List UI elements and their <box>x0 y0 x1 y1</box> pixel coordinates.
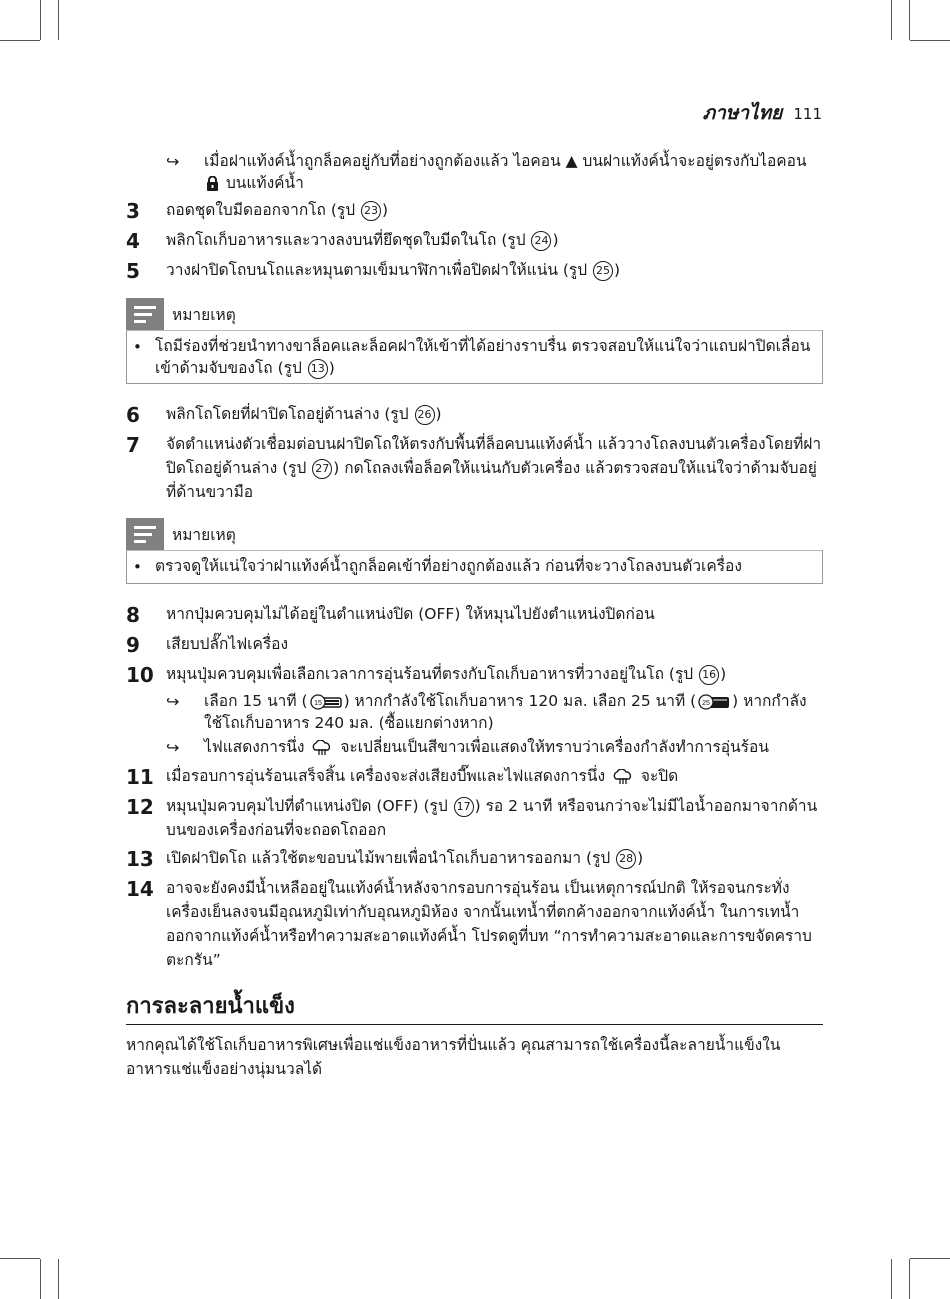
figure-ref: 26 <box>415 405 435 425</box>
crop-mark <box>910 1258 950 1259</box>
step-item: 6 พลิกโถโดยที่ฝาปิดโถอยู่ด้านล่าง (รูป 26 ) <box>126 403 442 427</box>
step-number: 10 <box>126 663 154 687</box>
note-box <box>126 298 823 384</box>
crop-mark <box>40 0 41 40</box>
section-heading: การละลายน้ำแข็ง <box>126 992 823 1025</box>
step-item: 11 เมื่อรอบการอุ่นร้อนเสร็จสิ้น เครื่องจะส่งเสียงบี๊พและไฟแสดงการนึ่ง จะปิด <box>126 765 679 789</box>
steam-icon <box>311 740 333 756</box>
figure-ref: 25 <box>593 261 613 281</box>
step-number: 5 <box>126 259 140 283</box>
arrow-result-icon: ↪ <box>166 738 180 757</box>
step-number: 6 <box>126 403 140 427</box>
step-number: 7 <box>126 433 140 457</box>
bullet: • <box>133 338 142 356</box>
step-item: 7 จัดตำแหน่งตัวเชื่อมต่อบนฝาปิดโถให้ตรงกับพื้นที่ล็อคบนแท้งค์น้ำ แล้ววางโถลงบนตัวเครื่องโดยที่ฝาปิดโถอยู่ด้านล่าง (รูป 27 ) กดโถลงเพื่อล็อคให้แน่นกับตัวเครื่อง แล้วตรวจสอบให้แน่ใจว่าด้ามจับอยู่ที่ด้านขวามือ <box>126 433 822 501</box>
timer-15-icon <box>310 694 342 710</box>
step-item: 13 เปิดฝาปิดโถ แล้วใช้ตะขอบนไม้พายเพื่อนำโถเก็บอาหารออกมา (รูป 28 ) <box>126 847 644 871</box>
crop-mark <box>0 1258 40 1259</box>
lock-icon <box>206 176 219 191</box>
page-number: 111 <box>793 105 822 123</box>
step-item: 9 เสียบปลั๊กไฟเครื่อง <box>126 633 289 657</box>
step-item: 3 ถอดชุดใบมีดออกจากโถ (รูป 23 ) <box>126 199 389 223</box>
section-paragraph: หากคุณได้ใช้โถเก็บอาหารพิเศษเพื่อแช่แข็งอาหารที่ปั่นแล้ว คุณสามารถใช้เครื่องนี้ละลายน้ำแข็งในอาหารแช่แข็งอย่างนุ่มนวลได้ <box>126 1036 781 1078</box>
figure-ref: 13 <box>308 359 328 379</box>
figure-ref: 16 <box>699 665 719 685</box>
note-text: ตรวจดูให้แน่ใจว่าฝาแท้งค์น้ำถูกล็อคเข้าที่อย่างถูกต้องแล้ว ก่อนที่จะวางโถลงบนตัวเครื่อง <box>155 557 742 575</box>
result-line: ↪ เลือก 15 นาที ( 15 ) หากกำลังใช้โถเก็บอาหาร 120 มล. เลือก 25 นาที ( 25 ) หากกำลังใช้โถเก็บอาหาร 240 มล. (ซื้อแยกต่างหาก) <box>166 692 807 732</box>
note-icon <box>126 298 164 330</box>
svg-text:25: 25 <box>702 699 711 707</box>
triangle-icon: ▲ <box>565 152 578 170</box>
result-line: ↪ เมื่อฝาแท้งค์น้ำถูกล็อคอยู่กับที่อย่างถูกต้องแล้ว ไอคอน ▲ บนฝาแท้งค์น้ำจะอยู่ตรงกับไอคอน บนแท้งค์น้ำ <box>166 152 807 192</box>
step-number: 3 <box>126 199 140 223</box>
crop-mark <box>0 40 40 41</box>
page-header <box>703 98 822 128</box>
crop-mark <box>909 1259 910 1299</box>
step-item: 4 พลิกโถเก็บอาหารและวางลงบนที่ยึดชุดใบมีดในโถ (รูป 24 ) <box>126 229 559 253</box>
svg-text:15: 15 <box>313 699 322 707</box>
figure-ref: 24 <box>531 231 551 251</box>
step-number: 11 <box>126 765 154 789</box>
steam-icon <box>612 769 634 785</box>
bullet: • <box>133 558 142 576</box>
note-box <box>126 518 823 584</box>
note-title: หมายเหตุ <box>172 525 236 544</box>
crop-mark <box>58 1259 59 1299</box>
step-number: 13 <box>126 847 154 871</box>
figure-ref: 17 <box>454 797 474 817</box>
step-number: 9 <box>126 633 140 657</box>
arrow-result-icon: ↪ <box>166 152 180 171</box>
crop-mark <box>58 0 59 40</box>
crop-mark <box>40 1259 41 1299</box>
header-language: ภาษาไทย <box>702 102 783 124</box>
crop-mark <box>891 1259 892 1299</box>
note-icon <box>126 518 164 550</box>
figure-ref: 23 <box>361 201 381 221</box>
step-item: 8 หากปุ่มควบคุมไม่ได้อยู่ในตำแหน่งปิด (OFF) ให้หมุนไปยังตำแหน่งปิดก่อน <box>126 603 655 627</box>
note-text: โถมีร่องที่ช่วยนำทางขาล็อคและล็อคฝาให้เข้าที่ได้อย่างราบรื่น ตรวจสอบให้แน่ใจว่าแถบฝาปิดเลื่อนเข้าด้ามจับของโถ (รูป 13 ) <box>155 337 811 377</box>
result-line: ↪ ไฟแสดงการนึ่ง จะเปลี่ยนเป็นสีขาวเพื่อแสดงให้ทราบว่าเครื่องกำลังทำการอุ่นร้อน <box>166 736 823 760</box>
step-number: 14 <box>126 877 154 901</box>
note-title: หมายเหตุ <box>172 305 236 324</box>
timer-25-icon <box>698 694 730 710</box>
step-item: 12 หมุนปุ่มควบคุมไปที่ตำแหน่งปิด (OFF) (รูป 17 ) รอ 2 นาที หรือจนกว่าจะไม่มีไอน้ำออกมาจากด้านบนของเครื่องก่อนที่จะถอดโถออก <box>126 795 818 839</box>
step-number: 8 <box>126 603 140 627</box>
figure-ref: 27 <box>312 459 332 479</box>
arrow-result-icon: ↪ <box>166 692 180 711</box>
step-item: 10 หมุนปุ่มควบคุมเพื่อเลือกเวลาการอุ่นร้อนที่ตรงกับโถเก็บอาหารที่วางอยู่ในโถ (รูป 16 ) <box>126 663 727 687</box>
crop-mark <box>910 40 950 41</box>
figure-ref: 28 <box>616 849 636 869</box>
page-content <box>126 150 823 1081</box>
crop-mark <box>891 0 892 40</box>
step-item: 14 อาจจะยังคงมีน้ำเหลืออยู่ในแท้งค์น้ำหลังจากรอบการอุ่นร้อน เป็นเหตุการณ์ปกติ ให้รอจนกระทั่งเครื่องเย็นลงจนมีอุณหภูมิเท่ากับอุณหภูมิห้อง จากนั้นเทน้ำที่ตกค้างออกจากแท้งค์น้ำ ในการเทน้ำออกจากแท้งค์น้ำหรือทำความสะอาดแท้งค์น้ำ โปรดดูที่บท “การทำความสะอาดและการขจัดคราบตะกรัน” <box>126 877 812 969</box>
step-number: 4 <box>126 229 140 253</box>
step-item: 5 วางฝาปิดโถบนโถและหมุนตามเข็มนาฬิกาเพื่อปิดฝาให้แน่น (รูป 25 ) <box>126 259 621 283</box>
step-number: 12 <box>126 795 154 819</box>
crop-mark <box>909 0 910 40</box>
